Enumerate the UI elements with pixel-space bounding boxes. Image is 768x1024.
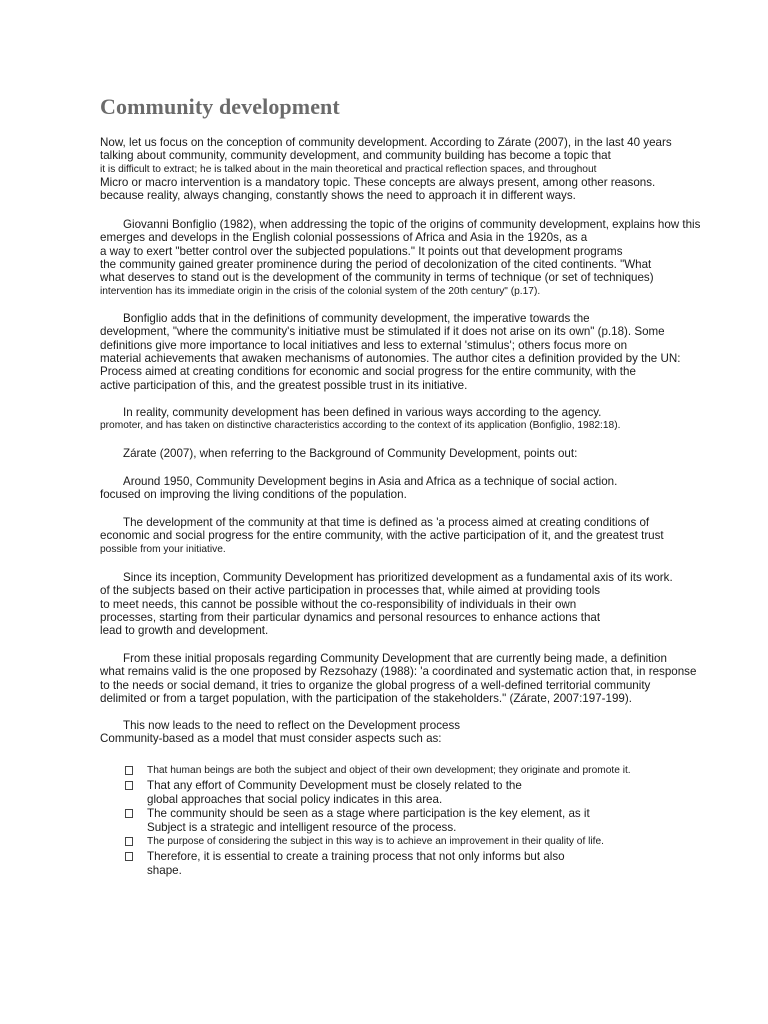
paragraph-line: delimited or from a target population, with the participation of the stakeholders." (Zárate, 2007:197-199). (100, 691, 632, 705)
bullet-item-text: Therefore, it is essential to create a training process that not only informs but also (147, 850, 565, 863)
page-title: Community development (100, 94, 340, 119)
paragraph-line: From these initial proposals regarding Community Development that are currently being made, a definition (123, 652, 667, 665)
paragraph-line: Around 1950, Community Development begins in Asia and Africa as a technique of social action. (123, 475, 618, 488)
paragraph-line: because reality, always changing, constantly shows the need to approach it in different ways. (100, 189, 576, 203)
paragraph-line: lead to growth and development. (100, 624, 269, 638)
paragraph-line: The development of the community at that time is defined as 'a process aimed at creating conditions of (123, 516, 650, 529)
paragraph-line: talking about community, community development, and community building has become a topic that (100, 149, 611, 163)
paragraph-line: This now leads to the need to reflect on the Development process (123, 719, 461, 732)
bullet-item-text: global approaches that social policy indicates in this area. (147, 792, 443, 806)
paragraph-line: a way to exert "better control over the subjected populations." It points out that development programs (100, 244, 623, 258)
paragraph-line: material achievements that awaken mechanisms of autonomies. The author cites a definition provided by the UN: (100, 351, 681, 365)
paragraph-line: possible from your initiative. (100, 543, 226, 555)
paragraph-line: of the subjects based on their active participation in processes that, while aimed at providing tools (100, 584, 601, 598)
paragraph-line: Community-based as a model that must consider aspects such as: (100, 732, 442, 746)
bullet-item-text: The community should be seen as a stage where participation is the key element, as it (147, 807, 590, 820)
bullet-item-text: Subject is a strategic and intelligent resource of the process. (147, 820, 457, 834)
bullet-item-text: That any effort of Community Development must be closely related to the (147, 779, 522, 792)
paragraph-line: Micro or macro intervention is a mandatory topic. These concepts are always present, among other reasons. (100, 175, 656, 189)
paragraph-line: Zárate (2007), when referring to the Background of Community Development, points out: (123, 447, 578, 460)
paragraph-line: In reality, community development has been defined in various ways according to the agency. (123, 406, 602, 419)
bullet-item-text: The purpose of considering the subject in this way is to achieve an improvement in their quality of life. (147, 836, 604, 847)
paragraph-line: to the needs or social demand, it tries to organize the global progress of a well-defined territorial community (100, 678, 651, 692)
paragraph-line: definitions give more importance to local initiatives and less to external 'stimulus'; others focus more on (100, 338, 628, 352)
paragraph-line: Process aimed at creating conditions for economic and social progress for the entire community, with the (100, 365, 636, 379)
paragraph-line: emerges and develops in the English colonial possessions of Africa and Asia in the 1920s, as a (100, 231, 588, 245)
checkbox-bullet-icon (125, 766, 133, 775)
checkbox-bullet-icon (125, 781, 133, 790)
paragraph-line: it is difficult to extract; he is talked about in the main theoretical and practical reflection spaces, and throughout (100, 163, 597, 175)
paragraph-line: processes, starting from their particular dynamics and personal resources to enhance actions that (100, 610, 601, 624)
bullet-item-text: shape. (147, 863, 182, 877)
paragraph-line: economic and social progress for the entire community, with the active participation of it, and the greatest trust (100, 529, 664, 543)
paragraph-line: focused on improving the living conditions of the population. (100, 488, 407, 502)
paragraph-line: the community gained greater prominence during the period of decolonization of the cited continents. "What (100, 257, 652, 271)
paragraph-line: development, "where the community's initiative must be stimulated if it does not arise on its own" (p.18). Some (100, 325, 665, 339)
paragraph-line: what remains valid is the one proposed by Rezsohazy (1988): 'a coordinated and systematic action that, in response (100, 665, 697, 679)
bullet-item-text: That human beings are both the subject and object of their own development; they originate and promote it. (147, 765, 631, 776)
paragraph-line: Now, let us focus on the conception of community development. According to Zárate (2007), in the last 40 years (100, 136, 672, 149)
paragraph-line: active participation of this, and the greatest possible trust in its initiative. (100, 378, 468, 392)
paragraph-line: Bonfiglio adds that in the definitions of community development, the imperative towards the (123, 312, 590, 325)
paragraph-line: promoter, and has taken on distinctive characteristics according to the context of its application (Bonfiglio, 1982:18). (100, 420, 621, 432)
paragraph-line: Giovanni Bonfiglio (1982), when addressing the topic of the origins of community development, explains how this (123, 218, 701, 231)
checkbox-bullet-icon (125, 837, 133, 846)
paragraph-line: to meet needs, this cannot be possible without the co-responsibility of individuals in their own (100, 597, 577, 611)
checkbox-bullet-icon (125, 809, 133, 818)
checkbox-bullet-icon (125, 852, 133, 861)
paragraph-line: what deserves to stand out is the development of the community in terms of technique (or set of techniques) (100, 271, 654, 285)
paragraph-line: Since its inception, Community Development has prioritized development as a fundamental axis of its work. (123, 571, 673, 584)
paragraph-line: intervention has its immediate origin in the crisis of the colonial system of the 20th century" (p.17). (100, 285, 541, 297)
